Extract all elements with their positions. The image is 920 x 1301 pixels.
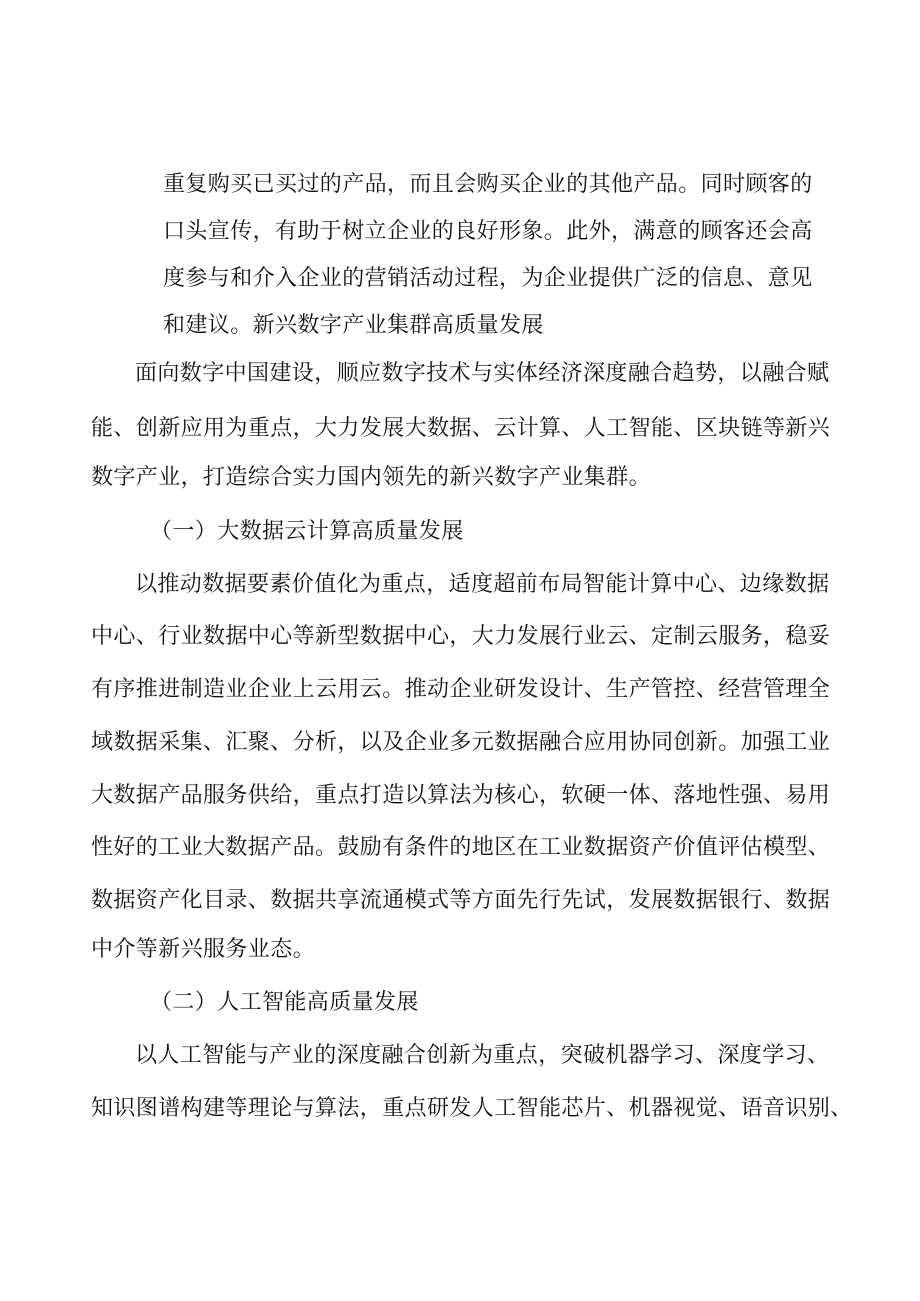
quote-line-1: 重复购买已买过的产品，而且会购买企业的其他产品。同时顾客的 [163, 172, 813, 197]
quote-line-4: 和建议。新兴数字产业集群高质量发展 [163, 313, 544, 338]
section2-line-1: 以人工智能与产业的深度融合创新为重点，突破机器学习、深度学习、 [135, 1043, 830, 1068]
intro-line-2: 能、创新应用为重点，大力发展大数据、云计算、人工智能、区块链等新兴 [91, 416, 831, 441]
section2-heading: （二）人工智能高质量发展 [150, 990, 419, 1015]
quote-line-3: 度参与和介入企业的营销活动过程，为企业提供广泛的信息、意见 [163, 266, 813, 291]
section1-line-8: 中介等新兴服务业态。 [91, 937, 316, 962]
intro-line-1: 面向数字中国建设，顺应数字技术与实体经济深度融合趋势，以融合赋 [135, 361, 830, 386]
section1-line-1: 以推动数据要素价值化为重点，适度超前布局智能计算中心、边缘数据 [135, 572, 830, 597]
section1-line-2: 中心、行业数据中心等新型数据中心，大力发展行业云、定制云服务，稳妥 [91, 624, 831, 649]
section2-line-2: 知识图谱构建等理论与算法，重点研发人工智能芯片、机器视觉、语音识别、 [91, 1096, 853, 1121]
section1-line-3: 有序推进制造业企业上云用云。推动企业研发设计、生产管控、经营管理全 [91, 677, 831, 702]
section1-line-5: 大数据产品服务供给，重点打造以算法为核心，软硬一体、落地性强、易用 [91, 783, 831, 808]
quote-line-2: 口头宣传，有助于树立企业的良好形象。此外，满意的顾客还会高 [163, 219, 813, 244]
section1-line-6: 性好的工业大数据产品。鼓励有条件的地区在工业数据资产价值评估模型、 [91, 835, 831, 860]
section1-heading: （一）大数据云计算高质量发展 [150, 519, 464, 544]
section1-line-7: 数据资产化目录、数据共享流通模式等方面先行先试，发展数据银行、数据 [91, 888, 831, 913]
intro-line-3: 数字产业，打造综合实力国内领先的新兴数字产业集群。 [91, 465, 652, 490]
section1-line-4: 域数据采集、汇聚、分析，以及企业多元数据融合应用协同创新。加强工业 [91, 730, 831, 755]
